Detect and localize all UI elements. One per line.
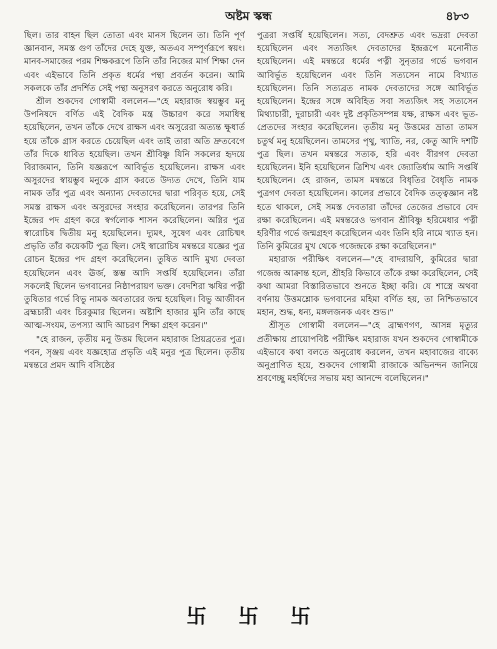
swastika-icon: 卐 — [238, 604, 259, 628]
paragraph: শ্রীল শুকদেব গোস্বামী বললেন—"হে মহারাজ স্বয়ম্ভুব মনু উপনিষদে বর্ণিত এই বৈদিক মন্ত্র উচ্চারণ করে সমাধিস্থ হয়েছিলেন, তখন তাঁকে দেখে রাক্ষস এবং অসুরেরা অত্যন্ত ক্ষুধার্ত হয়ে তাঁকে গ্রাস করতে চেয়েছিল এবং তাই তারা অতি দ্রুতবেগে তাঁর দিকে ধাবিত হয়েছিল। তখন শ্রীবিষ্ণু যিনি সকলের হৃদয়ে বিরাজমান, তিনি যজ্ঞরূপে আবির্ভূত হয়েছিলেন। রাক্ষস এবং অসুরদের স্বায়ম্ভুব মনুকে গ্রাস করতে উদ্যত দেখে, তিনি যাম নামক তাঁর পুত্র এবং অন্যান্য দেবতাদের দ্বারা পরিবৃত হয়ে, সেই সমস্ত রাক্ষস এবং অসুরদের সংহার করেছিলেন। তারপর তিনি ইন্দ্রের পদ গ্রহণ করে স্বর্গলোক শাসন করেছিলেন। অগ্নির পুত্র স্বারোচিষ দ্বিতীয় মনু হয়েছিলেন। দ্যুমৎ, সুষেণ এবং রোচিষ্মৎ প্রভৃতি তাঁর কয়েকটি পুত্র ছিল। সেই স্বারোচিষ মন্বন্তরে যজ্ঞের পুত্র রোচন ইন্দ্রের পদ গ্রহণ করেছিলেন। তুষিত আদি মুখ্য দেবতা হয়েছিলেন এবং ঊর্জ, স্তম্ভ আদি সপ্তর্ষি হয়েছিলেন। তাঁরা সকলেই ছিলেন ভগবানের নিষ্ঠাপরায়ণ ভক্ত। বেদশিরা ঋষির পত্নী তুষিতার গর্ভে বিভু নামক অবতারের জন্ম হয়েছিল। বিভু আজীবন ব্রহ্মচারী এবং চিরকুমার ছিলেন। অষ্টাশি হাজার মুনি তাঁর কাছে আত্ম-সংযম, তপস্যা আদি আচরণ শিক্ষা গ্রহণ করেন।" — [24, 97, 245, 332]
text-columns — [24, 30, 478, 598]
page-header — [0, 6, 497, 26]
swastika-icon: 卐 — [186, 604, 207, 628]
paragraph: ছিল। তার বাহন ছিল তোতা এবং মানস ছিলেন তা। তিনি পূর্ণ জ্ঞানবান, সমস্ত গুণ তাঁদের দেহে যুক্ত, অতএব সম্পূর্ণরূপে স্বয়ং। মানব-সমাজের পরম শিক্ষকরূপে তিনি তাঁর নিজের মার্গ শিক্ষা দেন এবং এইভাবে তিনি প্রকৃত ধর্মের পন্থা প্রবর্তন করেন। আমি সকলকে তাঁর প্রদর্শিত সেই পন্থা অনুসরণ করতে অনুরোধ করি। — [24, 31, 245, 94]
section-end-ornaments — [0, 604, 497, 628]
paragraph: শ্রীসূত গোস্বামী বললেন—"হে ব্রাহ্মণগণ, আসন্ন মৃত্যুর প্রতীক্ষায় প্রায়োপবিষ্ট পরীক্ষিৎ মহারাজ যখন শুকদেব গোস্বামীকে এইভাবে কথা বলতে অনুরোধ করলেন, তখন মহাবাজের বাক্যে অনুপ্রাণিত হয়ে, শুকদেব গোস্বামী রাজাকে অভিনন্দন জানিয়ে শ্রবণেচ্ছু মহর্ষিদের সভায় মহা আনন্দে বলেছিলেন।" — [257, 321, 478, 385]
paragraph: "হে রাজন, তৃতীয় মনু উত্তম ছিলেন মহারাজ প্রিয়ব্রতের পুত্র। পবন, সৃঞ্জয় এবং যজ্ঞহোত্র প্রভৃতি এই মনুর পুত্র ছিলেন। তৃতীয় মন্বন্তরে প্রমদ আদি বসিষ্ঠের — [24, 334, 245, 372]
paragraph: পুত্ররা সপ্তর্ষি হয়েছিলেন। সত্য, বেদশ্রুত এবং ভদ্ররা দেবতা হয়েছিলেন এবং সত্যজিৎ দেবতাদের ইন্দ্ররূপে মনোনীত হয়েছিলেন। এই মন্বন্তরে ধর্মের পত্নী সুনৃতার গর্ভে ভগবান আবির্ভূত হয়েছিলেন এবং তিনি সত্যসেন নামে বিখ্যাত হয়েছিলেন। তিনি সত্যব্রত নামক দেবতাদের সঙ্গে আবির্ভূত হয়েছিলেন। ইন্দ্রের সঙ্গে অবিহিত সবা সত্যজিৎ সহ সত্যসেন মিথ্যাচারী, দুরাচারী এবং দুষ্ট প্রকৃতিসম্পন্ন যক্ষ, রাক্ষস এবং ভূত-প্রেতদের সংহার করেছিলেন। তৃতীয় মনু উত্তমের ভ্রাতা তামস চতুর্থ মনু হয়েছিলেন। তামসের পৃথু, খ্যাতি, নর, কেতু আদি দশটি পুত্র ছিল। তখন মন্বন্তরে সত্যক, হরি এবং বীরগণ দেবতা হয়েছিলেন। ইনি হয়েছিলেন ত্রিশিখ এবং জ্যোতির্ধাম আদি সপ্তর্ষি হয়েছিলেন। হে রাজন, তামস মন্বন্তরে বিধৃতির বৈধৃতি নামক পুত্রগণ দেবতা হয়েছিলেন। কালের প্রভাবে বৈদিক তত্ত্বজ্ঞান নষ্ট হতে থাকলে, সেই সমস্ত দেবতারা তাঁদের তেজের প্রভাবে বেদ রক্ষা করেছিলেন। এই মন্বন্তরেও ভগবান শ্রীবিষ্ণু হরিমেধার পত্নী হরিণীর গর্ভে জন্মগ্রহণ করেছিলেন এবং তিনি হরি নামে খ্যাত হন। তিনি কুমিরের মুখ থেকে গজেন্দ্রকে রক্ষা করেছিলেন।" — [257, 31, 478, 253]
swastika-icon: 卐 — [290, 604, 311, 628]
page-number: ৪৮৩ — [445, 9, 469, 23]
running-title: অষ্টম স্কন্ধ — [225, 9, 272, 23]
left-column — [24, 30, 245, 598]
right-column — [257, 30, 478, 598]
paragraph: মহারাজ পরীক্ষিৎ বললেন—"হে বাদরায়ণি, কুমিরের দ্বারা গজেন্দ্র আক্রান্ত হলে, শ্রীহরি কিভাবে তাঁকে রক্ষা করেছিলেন, সেই কথা আমরা বিস্তারিতভাবে শুনতে ইচ্ছা করি। যে শাস্ত্রে অথবা বর্ণনায় উত্তমশ্লোক ভগবানের মহিমা বর্ণিত হয়, তা নিশ্চিতভাবে মহান, শুদ্ধ, ধন্য, মঙ্গলজনক এবং শুভ।" — [257, 255, 478, 319]
